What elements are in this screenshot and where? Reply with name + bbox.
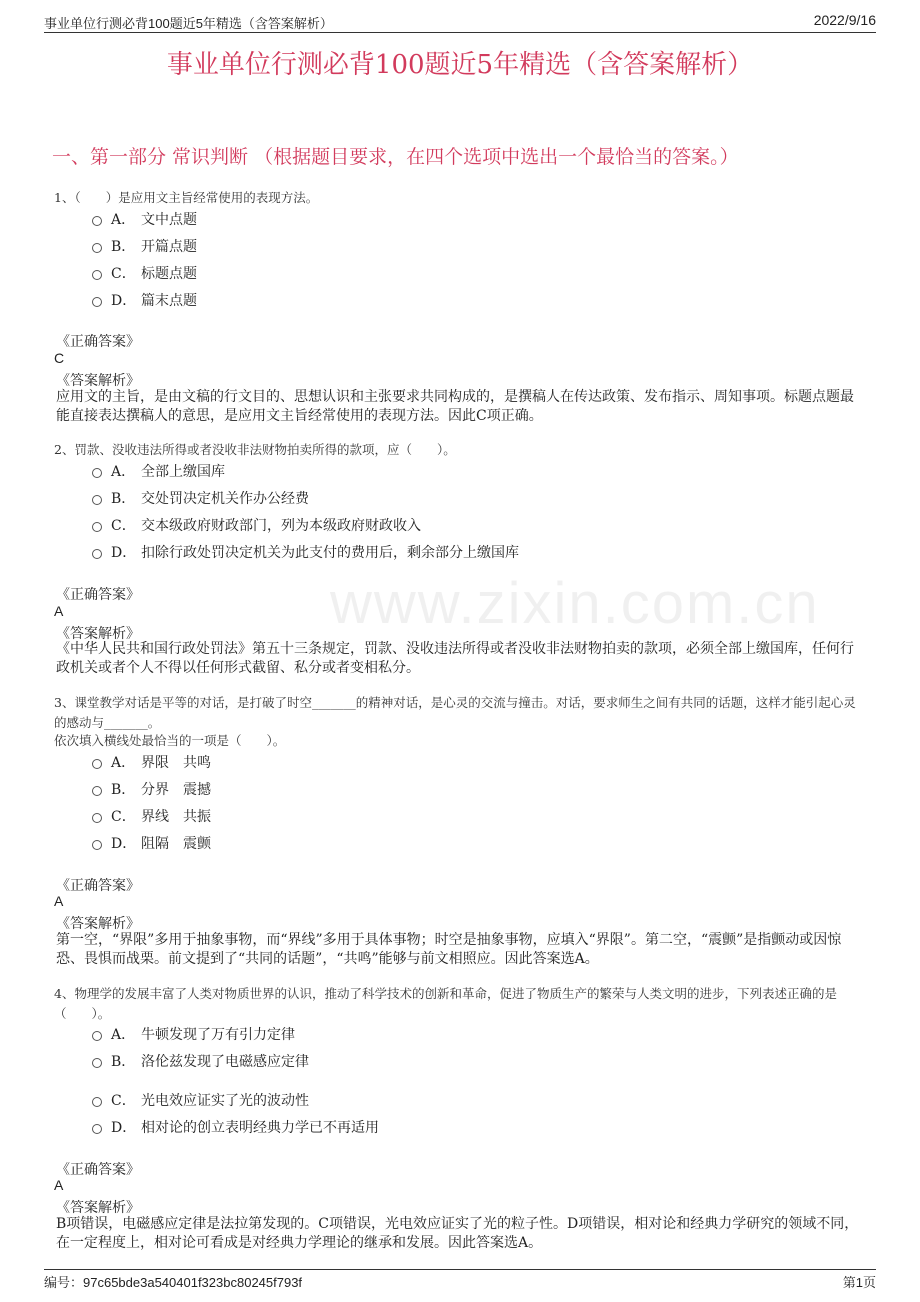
radio-icon[interactable]: [92, 297, 102, 307]
footer-doc-id: 编号：97c65bde3a540401f323bc80245f793f: [44, 1275, 303, 1290]
radio-icon[interactable]: [92, 840, 102, 850]
question-stem: 3、课堂教学对话是平等的对话，是打破了时空_______的精神对话，是心灵的交流与撞击。对话，要求师生之间有共同的话题，这样才能引起心灵的感动与_______。: [54, 695, 856, 730]
header-doc-title: 事业单位行测必背100题近5年精选（含答案解析）: [44, 16, 333, 31]
option-a[interactable]: A． 文中点题: [92, 209, 197, 229]
radio-icon[interactable]: [92, 522, 102, 532]
option-a[interactable]: A． 牛顿发现了万有引力定律: [92, 1024, 295, 1044]
radio-icon[interactable]: [92, 468, 102, 478]
header-date: 2022/9/16: [813, 12, 876, 28]
explanation-text: 应用文的主旨，是由文稿的行文目的、思想认识和主张要求共同构成的，是撰稿人在传达政策、发布指示、周知事项。标题点题最能直接表达撰稿人的意思，是应用文主旨经常使用的表现方法。因此C项正确。: [56, 389, 854, 424]
radio-icon[interactable]: [92, 813, 102, 823]
explanation-label: 《答案解析》: [56, 626, 140, 642]
explanation-text: B项错误，电磁感应定律是法拉第发现的。C项错误，光电效应证实了光的粒子性。D项错误，相对论和经典力学研究的领域不同，在一定程度上，相对论可看成是对经典力学理论的继承和发展。因此答案选A。: [56, 1216, 859, 1251]
radio-icon[interactable]: [92, 1058, 102, 1068]
radio-icon[interactable]: [92, 1097, 102, 1107]
question-stem: 1、（ ）是应用文主旨经常使用的表现方法。: [54, 190, 319, 205]
radio-icon[interactable]: [92, 1124, 102, 1134]
correct-answer: C: [54, 350, 65, 366]
page-footer: [44, 1269, 876, 1290]
option-b[interactable]: B． 开篇点题: [92, 236, 197, 256]
explanation-label: 《答案解析》: [56, 373, 140, 389]
radio-icon[interactable]: [92, 243, 102, 253]
answer-label: 《正确答案》: [56, 587, 140, 603]
correct-answer: A: [54, 893, 64, 909]
question-stem: 4、物理学的发展丰富了人类对物质世界的认识，推动了科学技术的创新和革命，促进了物质生产的繁荣与人类文明的进步，下列表述正确的是（ ）。: [54, 986, 837, 1021]
option-c[interactable]: C． 交本级政府财政部门，列为本级政府财政收入: [92, 515, 421, 535]
radio-icon[interactable]: [92, 786, 102, 796]
option-b[interactable]: B． 洛伦兹发现了电磁感应定律: [92, 1051, 309, 1071]
radio-icon[interactable]: [92, 759, 102, 769]
question-stem-2: 依次填入横线处最恰当的一项是（ ）。: [54, 733, 286, 748]
option-c[interactable]: C． 光电效应证实了光的波动性: [92, 1090, 309, 1110]
answer-label: 《正确答案》: [56, 334, 140, 350]
explanation-text: 第一空，“界限”多用于抽象事物，而“界线”多用于具体事物；时空是抽象事物，应填入“界限”。第二空，“震颤”是指颤动或因惊恐、畏惧而战栗。前文提到了“共同的话题”，“共鸣”能够与前文相照应。因此答案选A。: [56, 932, 842, 967]
answer-label: 《正确答案》: [56, 1162, 140, 1178]
option-a[interactable]: A． 界限 共鸣: [92, 752, 211, 772]
option-b[interactable]: B． 交处罚决定机关作办公经费: [92, 488, 309, 508]
section-heading: 一、第一部分 常识判断 （根据题目要求，在四个选项中选出一个最恰当的答案。）: [52, 146, 739, 168]
option-d[interactable]: D． 阻隔 震颤: [92, 833, 211, 853]
footer-page-number: 第1页: [842, 1275, 876, 1290]
watermark: www.zixin.com.cn: [330, 571, 820, 636]
option-c[interactable]: C． 标题点题: [92, 263, 197, 283]
option-a[interactable]: A． 全部上缴国库: [92, 461, 225, 481]
radio-icon[interactable]: [92, 1031, 102, 1041]
explanation-label: 《答案解析》: [56, 1200, 140, 1216]
question-stem: 2、罚款、没收违法所得或者没收非法财物拍卖所得的款项，应（ ）。: [54, 442, 456, 457]
option-d[interactable]: D． 扣除行政处罚决定机关为此支付的费用后，剩余部分上缴国库: [92, 542, 519, 562]
radio-icon[interactable]: [92, 549, 102, 559]
correct-answer: A: [54, 603, 64, 619]
explanation-text: 《中华人民共和国行政处罚法》第五十三条规定，罚款、没收违法所得或者没收非法财物拍卖的款项，必须全部上缴国库，任何行政机关或者个人不得以任何形式截留、私分或者变相私分。: [56, 641, 854, 676]
radio-icon[interactable]: [92, 270, 102, 280]
radio-icon[interactable]: [92, 216, 102, 226]
correct-answer: A: [54, 1177, 64, 1193]
page-title: 事业单位行测必背100题近5年精选（含答案解析）: [166, 50, 754, 80]
option-c[interactable]: C． 界线 共振: [92, 806, 211, 826]
option-d[interactable]: D． 相对论的创立表明经典力学已不再适用: [92, 1117, 379, 1137]
option-b[interactable]: B． 分界 震撼: [92, 779, 211, 799]
option-d[interactable]: D． 篇末点题: [92, 290, 197, 310]
radio-icon[interactable]: [92, 495, 102, 505]
answer-label: 《正确答案》: [56, 878, 140, 894]
page-header: [44, 10, 876, 33]
explanation-label: 《答案解析》: [56, 916, 140, 932]
